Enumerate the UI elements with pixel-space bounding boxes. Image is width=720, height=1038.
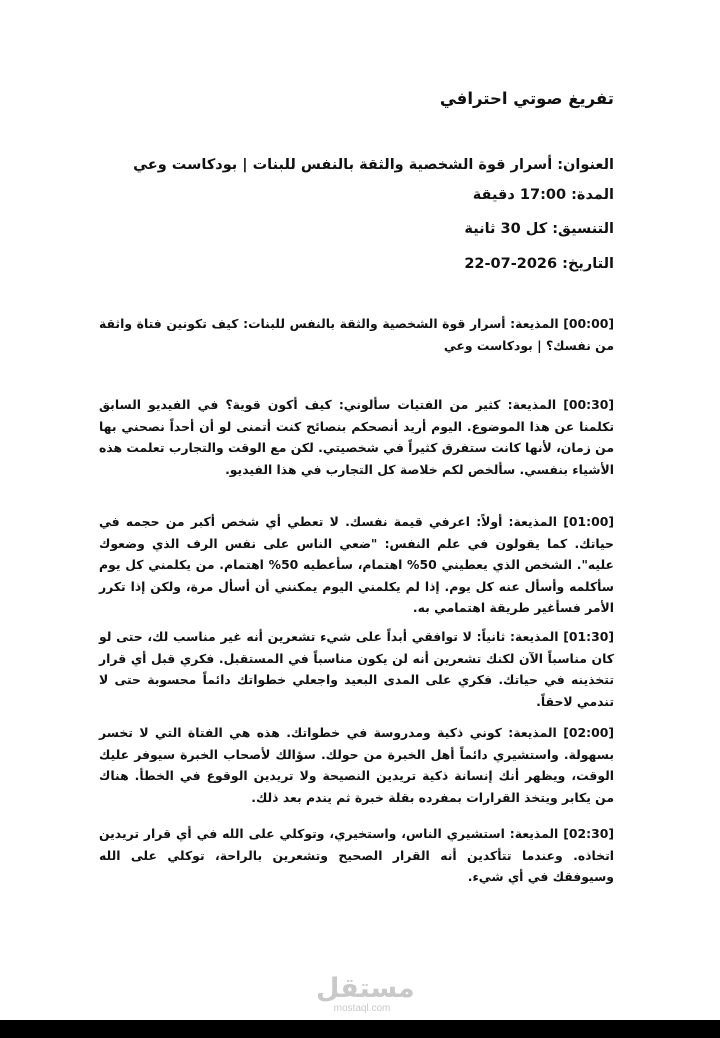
segment-timestamp: [01:30] <box>563 629 614 644</box>
meta-value: أسرار قوة الشخصية والثقة بالنفس للبنات | بودكاست وعي <box>133 157 553 173</box>
segment-text: المذيعة: أولاً: اعرفي قيمة نفسك. لا تعطي أي شخص أكبر من حجمه في حياتك. كما يقولون في علم النفس: "ضعي الناس على نفس الرف الذي وضعوك عليه". الشخص الذي يعطيني 50% اهتمام، سأعطيه 50% اهتمام. من يكلمني كل يوم سأكلمه وأسأل عنه كل يوم. إذا لم يكلمني اليوم يمكنني أن أسأل مرة، ولكن إذا تكرر الأمر فسأغير طريقة اهتمامي به. <box>99 514 614 615</box>
transcript-segment <box>99 626 614 712</box>
segment-text: المذيعة: كوني ذكية ومدروسة في خطواتك. هذه هي الفتاة التي لا تخسر بسهولة. واستشيري دائماً أهل الخبرة من حولك. سؤالك لأصحاب الخبرة سيوفر عليك الوقت، ويظهر أنك إنسانة ذكية تريدين النصيحة ولا تريدين الوقوع في الخطأ. هناك من يكابر ويتخذ القرارات بمفرده بقلة خبرة ثم يندم بعد ذلك. <box>99 725 614 805</box>
transcript-segment <box>99 722 614 808</box>
mostaql-watermark-logo <box>316 973 415 1017</box>
meta-label: التنسيق: <box>552 221 614 237</box>
transcript-segment <box>99 823 614 888</box>
watermark-arabic: مستقل <box>316 973 415 1004</box>
segment-text: المذيعة: أسرار قوة الشخصية والثقة بالنفس للبنات: كيف تكونين فتاة واثقة من نفسك؟ | بودكاست وعي <box>99 316 614 353</box>
meta-label: العنوان: <box>557 157 614 173</box>
document-title: تفريغ صوتي احترافي <box>439 89 614 108</box>
meta-duration-line <box>473 187 614 203</box>
segment-text: المذيعة: كثير من الفتيات سألوني: كيف أكون قوية؟ في الفيديو السابق تكلمنا عن هذا الموضوع. اليوم أريد أنصحكم بنصائح كنت أتمنى لو أن أحداً نصحني بها من زمان، لأنها كانت ستفرق كثيراً في شخصيتي. لكن مع الوقت والتجارب تعلمت هذه الأشياء بنفسي. سألخص لكم خلاصة كل التجارب في هذا الفيديو. <box>99 397 614 477</box>
transcript-segment <box>99 313 614 356</box>
segment-timestamp: [00:30] <box>563 397 614 412</box>
segment-timestamp: [02:30] <box>563 826 614 841</box>
segment-timestamp: [00:00] <box>563 316 614 331</box>
meta-value: 17:00 دقيقة <box>472 187 567 203</box>
transcript-segment <box>99 394 614 480</box>
watermark-latin: mostaql.com <box>333 1003 391 1014</box>
meta-format-line <box>464 221 614 237</box>
segment-text: المذيعة: استشيري الناس، واستخيري، وتوكلي على الله في أي قرار تريدين اتخاذه. وعندما تتأكدين أنه القرار الصحيح وتشعرين بالراحة، توكلي على الله وسيوفقك في أي شيء. <box>99 826 614 884</box>
segment-timestamp: [01:00] <box>563 514 614 529</box>
meta-value: كل 30 ثانية <box>464 221 548 237</box>
meta-title-line <box>133 157 614 173</box>
meta-label: التاريخ: <box>562 256 614 272</box>
segment-text: المذيعة: ثانياً: لا توافقي أبداً على شيء تشعرين أنه غير مناسب لك، حتى لو كان مناسباً الآن لكنك تشعرين أنه لن يكون مناسباً في المستقبل. فكري قبل أي قرار تتخذينه في حياتك. فكري على المدى البعيد واجعلي خطواتك دائماً محسوبة حتى لا تندمي لاحقاً. <box>99 629 614 709</box>
segment-timestamp: [02:00] <box>563 725 614 740</box>
bottom-black-bar <box>0 1020 720 1038</box>
meta-value: 2026-07-22 <box>464 256 558 272</box>
meta-date-line <box>464 256 614 272</box>
transcript-segment <box>99 511 614 619</box>
meta-label: المدة: <box>571 187 614 203</box>
